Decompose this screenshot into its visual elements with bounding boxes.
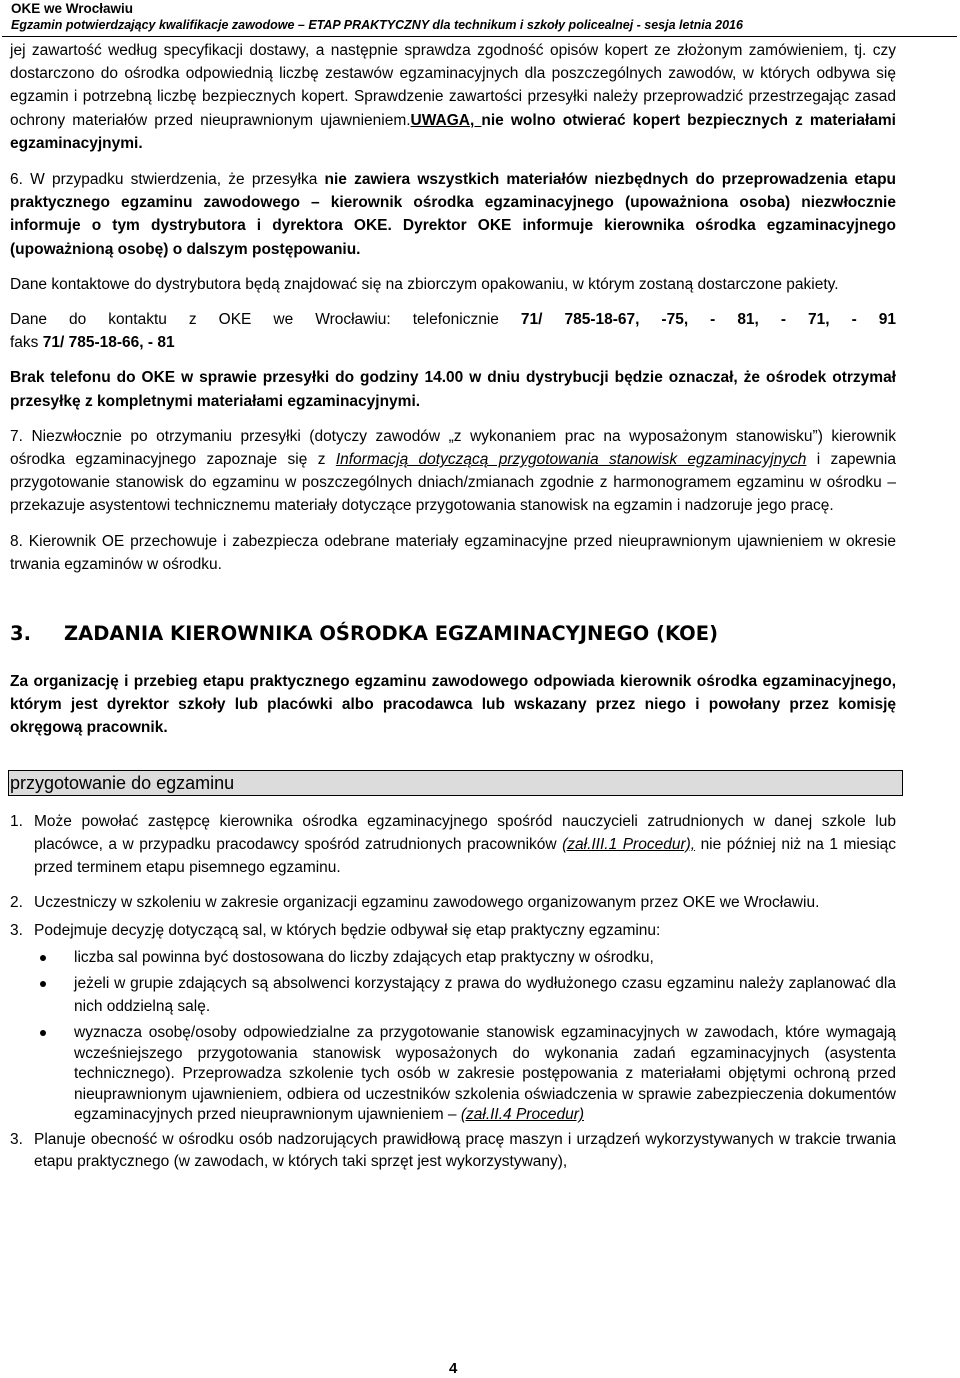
- paragraph-fax: faks 71/ 785-18-66, - 81: [10, 334, 175, 352]
- bullet-icon: [40, 1030, 46, 1036]
- list-item-2: 2. Uczestniczy w szkoleniu w zakresie organizacji egzaminu zawodowego organizowanym przez OKE we Wrocławiu.: [10, 894, 820, 912]
- document-body: [10, 39, 896, 1173]
- link-zal-III-1[interactable]: (zał.III.1 Procedur),: [562, 835, 696, 853]
- paragraph-intro: jej zawartość według specyfikacji dostawy, a następnie sprawdza zgodność opisów kopert ze złożonym zamówieniem, tj. czy dostarczono do ośrodka odpowiednią liczbę zestawów egzaminacyjnych dla poszczególnych zawodów, w których odbywa się egzamin i potrzebną liczbę bezpiecznych kopert. Sprawdzenie zawartości przesyłki należy przeprowadzić przestrzegając zasad ochrony materiałów przed nieuprawnionym ujawnieniem.UWAGA, nie wolno otwierać kopert bezpiecznych z materiałami egzaminacyjnymi.: [10, 42, 896, 152]
- warning-label: UWAGA,: [410, 111, 482, 129]
- warning-text: nie wolno otwierać kopert bezpiecznych z materiałami egzaminacyjnymi.: [10, 111, 896, 152]
- header-title: Egzamin potwierdzający kwalifikacje zawodowe – ETAP PRAKTYCZNY dla technikum i szkoły policealnej - sesja letnia 2016: [11, 18, 743, 32]
- bullet-item: wyznacza osobę/osoby odpowiedzialne za przygotowanie stanowisk egzaminacyjnych w zawodach, które wymagają wcześniejszego przygotowania stanowisk wyposażonych do wykonania zadań egzaminacyjnych (asystenta technicznego). Przeprowadza szkolenie tych osób w zakresie postępowania z materiałami objętymi ochroną przed nieuprawnionym ujawnieniem, odbiera od uczestników szkolenia oświadczenia w sprawie zabezpieczenia dokumentów egzaminacyjnych przed nieuprawnionym ujawnieniem – (zał.II.4 Procedur): [10, 1023, 896, 1126]
- bullet-icon: [40, 955, 46, 961]
- phone-numbers: 71/ 785-18-67, -75, - 81, - 71, - 91: [520, 311, 896, 329]
- fax-numbers: 71/ 785-18-66, - 81: [42, 334, 175, 352]
- link-zal-II-4[interactable]: (zał.II.4 Procedur): [460, 1106, 585, 1124]
- bullet-icon: [40, 981, 46, 987]
- paragraph-no-phone: Brak telefonu do OKE w sprawie przesyłki do godziny 14.00 w dniu dystrybucji będzie oznaczał, że ośrodek otrzymał przesyłkę z kompletnymi materiałami egzaminacyjnymi.: [10, 369, 896, 410]
- list-item-3b: 3. Planuje obecność w ośrodku osób nadzorujących prawidłową pracę maszyn i urządzeń wykorzystywanych w trakcie trwania etapu praktycznego (w zawodach, w których taki sprzęt jest wykorzystywany),: [10, 1130, 896, 1170]
- paragraph-8: 8. Kierownik OE przechowuje i zabezpiecza odebrane materiały egzaminacyjne przed nieuprawnionym ujawnieniem w okresie trwania egzaminów w ośrodku.: [10, 532, 896, 573]
- bullet-item: jeżeli w grupie zdających są absolwenci korzystający z prawa do wydłużonego czasu egzaminu należy zaplanować dla nich oddzielną salę.: [10, 972, 896, 1018]
- page-number: 4: [449, 1360, 458, 1377]
- paragraph-6: 6. W przypadku stwierdzenia, że przesyłka nie zawiera wszystkich materiałów niezbędnych do przeprowadzenia etapu praktycznego egzaminu zawodowego – kierownik ośrodka egzaminacyjnego (upoważniona osoba) niezwłocznie informuje o tym dystrybutora i dyrektora OKE. Dyrektor OKE informuje kierownika ośrodka egzaminacyjnego (upoważnioną osobę) o dalszym postępowaniu.: [10, 171, 897, 258]
- paragraph-contact: Dane kontaktowe do dystrybutora będą znajdować się na zbiorczym opakowaniu, w którym zostaną dostarczone pakiety.: [10, 275, 839, 293]
- paragraph-phone: Dane do kontaktu z OKE we Wrocławiu: telefonicznie 71/ 785-18-67, -75, - 81, - 71, - 91: [10, 311, 896, 329]
- list-item-1: 1. Może powołać zastępcę kierownika ośrodka egzaminacyjnego spośród nauczycieli zatrudnionych w danej szkole lub placówce, a w przypadku pracodawcy spośród zatrudnionych pracowników (zał.III.1 Procedur), nie później niż na 1 miesiąc przed terminem etapu pisemnego egzaminu.: [10, 812, 897, 877]
- list-item-3: 3. Podejmuje decyzję dotyczącą sal, w których będzie odbywał się etap praktyczny egzaminu:: [10, 922, 661, 940]
- header-org: OKE we Wrocławiu: [11, 1, 134, 16]
- section-heading: 3. ZADANIA KIEROWNIKA OŚRODKA EGZAMINACYJNEGO (KOE): [10, 622, 718, 646]
- subsection-heading: przygotowanie do egzaminu: [8, 770, 903, 796]
- header-rule: [2, 36, 957, 37]
- bullet-item: liczba sal powinna być dostosowana do liczby zdających etap praktyczny w ośrodku,: [10, 946, 896, 969]
- paragraph-7: 7. Niezwłocznie po otrzymaniu przesyłki (dotyczy zawodów „z wykonaniem prac na wyposażonym stanowisku”) kierownik ośrodka egzaminacyjnego zapoznaje się z Informacją dotyczącą przygotowania stanowisk egzaminacyjnych i zapewnia przygotowanie stanowisk do egzaminu w poszczególnych dniach/zmianach zgodnie z harmonogramem egzaminu w ośrodku – przekazuje asystentowi technicznemu materiały dotyczące przygotowania stanowisk na egzamin i nadzoruje jego pracę.: [10, 427, 896, 515]
- link-informacja[interactable]: Informacją dotyczącą przygotowania stanowisk egzaminacyjnych: [335, 451, 807, 469]
- paragraph-organization: Za organizację i przebieg etapu praktycznego egzaminu zawodowego odpowiada kierownik ośrodka egzaminacyjnego, którym jest dyrektor szkoły lub placówki albo pracodawca lub wskazany przez niego i powołany przez komisję okręgową pracownik.: [10, 673, 896, 737]
